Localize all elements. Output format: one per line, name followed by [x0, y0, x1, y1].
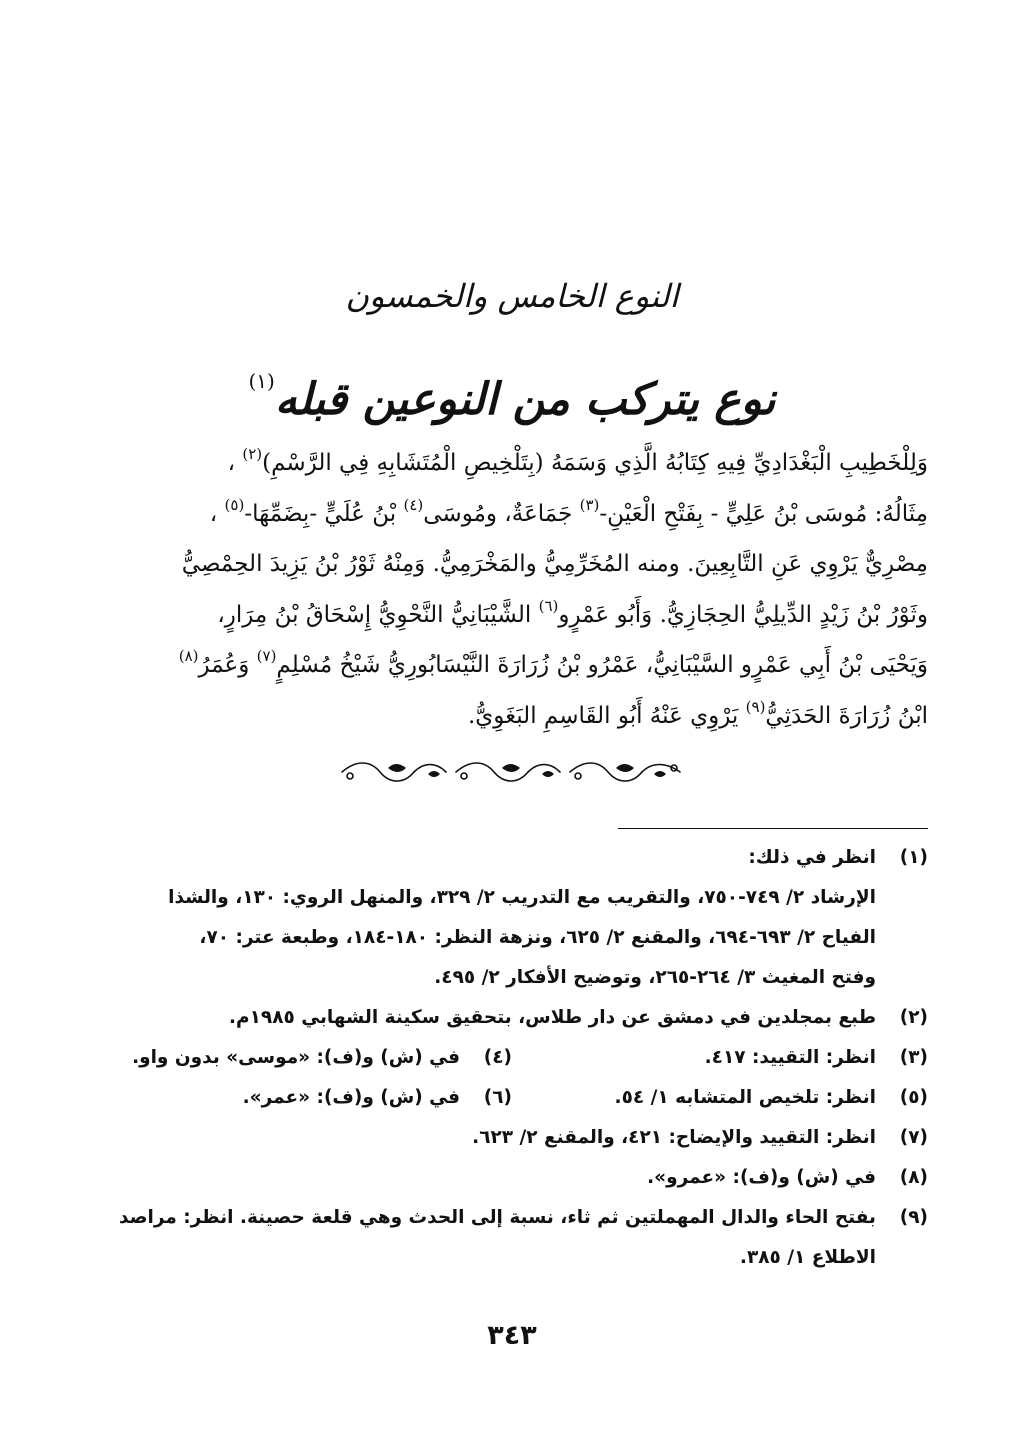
footnote-pair: [96, 1038, 928, 1078]
footnote-text: انظر: تلخيص المتشابه ١/ ٥٤.: [614, 1087, 876, 1108]
footnote-text: بفتح الحاء والدال المهملتين ثم ثاء، نسبة إلى الحدث وهي قلعة حصينة. انظر: مراصد: [118, 1207, 876, 1228]
body-line-text: مِثَالُهُ: مُوسَى بْنُ عَلِيٍّ - بِفَتْحِ الْعَيْنِ-: [599, 500, 928, 527]
body-line-text: وَعُمَرُ: [198, 652, 250, 678]
footnote-1-line: [96, 918, 928, 958]
footnote-2: [96, 998, 928, 1038]
footnote-text: الاطلاع ١/ ٣٨٥.: [739, 1247, 876, 1268]
body-line-text: وثَوْرُ بْنُ زَيْدٍ الدِّيلِيُّ الحِجَازِيُّ. وَأَبُو عَمْرٍو: [558, 601, 928, 628]
note-ref: (٦): [538, 596, 559, 615]
footnote-text: الفياح ٢/ ٦٩٣-٦٩٤، والمقنع ٢/ ٦٢٥، ونزهة النظر: ١٨٠-١٨٤، وطبعة عتر: ٧٠،: [199, 927, 876, 948]
body-line: [96, 640, 928, 691]
body-line-text: يَرْوِي عَنْهُ أَبُو القَاسِمِ البَغَوِيُّ.: [467, 702, 739, 729]
footnote-1-line: [96, 878, 928, 918]
footnote-text: في (ش) و(ف): «موسى» بدون واو.: [132, 1047, 460, 1068]
footnote-9: [96, 1198, 928, 1238]
footnote-text: في (ش) و(ف): «عمر».: [242, 1087, 460, 1108]
footnote-number: (٣): [899, 1047, 928, 1068]
footnote-text: وفتح المغيث ٣/ ٢٦٤-٢٦٥، وتوضيح الأفكار ٢/ ٤٩٥.: [434, 967, 876, 988]
body-line: [96, 489, 928, 540]
body-line: [96, 691, 928, 742]
body-line: [96, 539, 928, 590]
footnote-number: (٧): [899, 1127, 928, 1148]
chapter-title-note-ref: (١): [248, 369, 275, 393]
body-line-text: مِصْرِيٌّ يَرْوِي عَنِ التَّابِعِينَ. ومنه المُخَرِّمِيُّ والمَخْرَمِيُّ. وَمِنْهُ ثَوْرُ بْنُ يَزِيدَ الحِمْصِيُّ: [181, 551, 928, 577]
footnote-number: (٤): [483, 1047, 512, 1068]
body-line-text: ابْنُ زُرَارَةَ الحَدَثِيُّ: [765, 702, 928, 729]
footnote-number: (٦): [483, 1087, 512, 1108]
note-ref: (٩): [745, 697, 766, 716]
chapter-title-text: نوع يتركب من النوعين قبله: [274, 374, 776, 425]
note-ref: (٨): [178, 647, 199, 665]
body-line-text: وَلِلْخَطِيبِ الْبَغْدَادِيِّ فِيهِ كِتَابُهُ الَّذِي وَسَمَهُ (بِتَلْخِيصِ الْمُتَشَابِهِ فِي الرَّسْمِ): [262, 450, 928, 476]
footnote-number: (٩): [899, 1207, 928, 1228]
footnote-4: [96, 1038, 512, 1078]
body-line-text: الشَّيْبَانِيُّ النَّحْوِيُّ إِسْحَاقُ بْنُ مِرَارٍ،: [217, 601, 532, 628]
note-ref: (٤): [403, 495, 424, 514]
footnote-number: (١): [899, 847, 928, 868]
footnote-8: [96, 1158, 928, 1198]
footnote-text: في (ش) و(ف): «عمرو».: [647, 1167, 876, 1188]
footnote-pair: [96, 1078, 928, 1118]
note-ref: (٥): [224, 495, 245, 514]
footnote-number: (٥): [899, 1087, 928, 1108]
body-line-text: وَيَحْيَى بْنُ أَبِي عَمْرٍو السَّيْبَانِيُّ، عَمْرُو بْنُ زُرَارَةَ النَّيْسَابُورِيُّ شَيْخُ مُسْلِمٍ: [276, 652, 928, 678]
body-line-text: جَمَاعَةٌ، ومُوسَى: [423, 500, 573, 527]
footnote-text: انظر: التقييد: ٤١٧.: [704, 1047, 876, 1068]
footnote-3: [512, 1038, 928, 1078]
footnote-7: [96, 1118, 928, 1158]
footnote-1-line: [96, 958, 928, 998]
note-ref: (٧): [256, 647, 277, 665]
note-ref: (٢): [242, 445, 263, 463]
footnote-1: [96, 838, 928, 878]
footnotes-section: [96, 838, 928, 1278]
footnote-separator: [618, 828, 928, 829]
note-ref: (٣): [579, 495, 600, 514]
footnote-number: (٢): [899, 1007, 928, 1028]
footnote-text: طبع بمجلدين في دمشق عن دار طلاس، بتحقيق سكينة الشهابي ١٩٨٥م.: [229, 1007, 876, 1028]
chapter-label: النوع الخامس والخمسون: [345, 277, 679, 315]
body-paragraph: [96, 438, 928, 741]
footnote-text: انظر في ذلك:: [748, 847, 876, 868]
chapter-title: [0, 346, 1024, 435]
footnote-5: [512, 1078, 928, 1118]
page-number: ٣٤٣: [487, 1320, 537, 1351]
body-line-text: ،: [227, 450, 236, 476]
footnote-9-line: [96, 1238, 928, 1278]
footnote-text: انظر: التقييد والإيضاح: ٤٢١، والمقنع ٢/ ٦٢٣.: [472, 1127, 876, 1148]
footnote-6: [96, 1078, 512, 1118]
body-line-text: ،: [209, 500, 218, 527]
footnote-number: (٨): [899, 1167, 928, 1188]
footnote-text: الإرشاد ٢/ ٧٤٩-٧٥٠، والتقريب مع التدريب ٢/ ٣٢٩، والمنهل الروي: ١٣٠، والشذا: [168, 887, 876, 908]
floral-divider-ornament: [336, 752, 688, 792]
body-line: [96, 438, 928, 489]
body-line: [96, 590, 928, 641]
body-line-text: بْنُ عُلَيٍّ -بِضَمِّهَا-: [244, 500, 397, 527]
